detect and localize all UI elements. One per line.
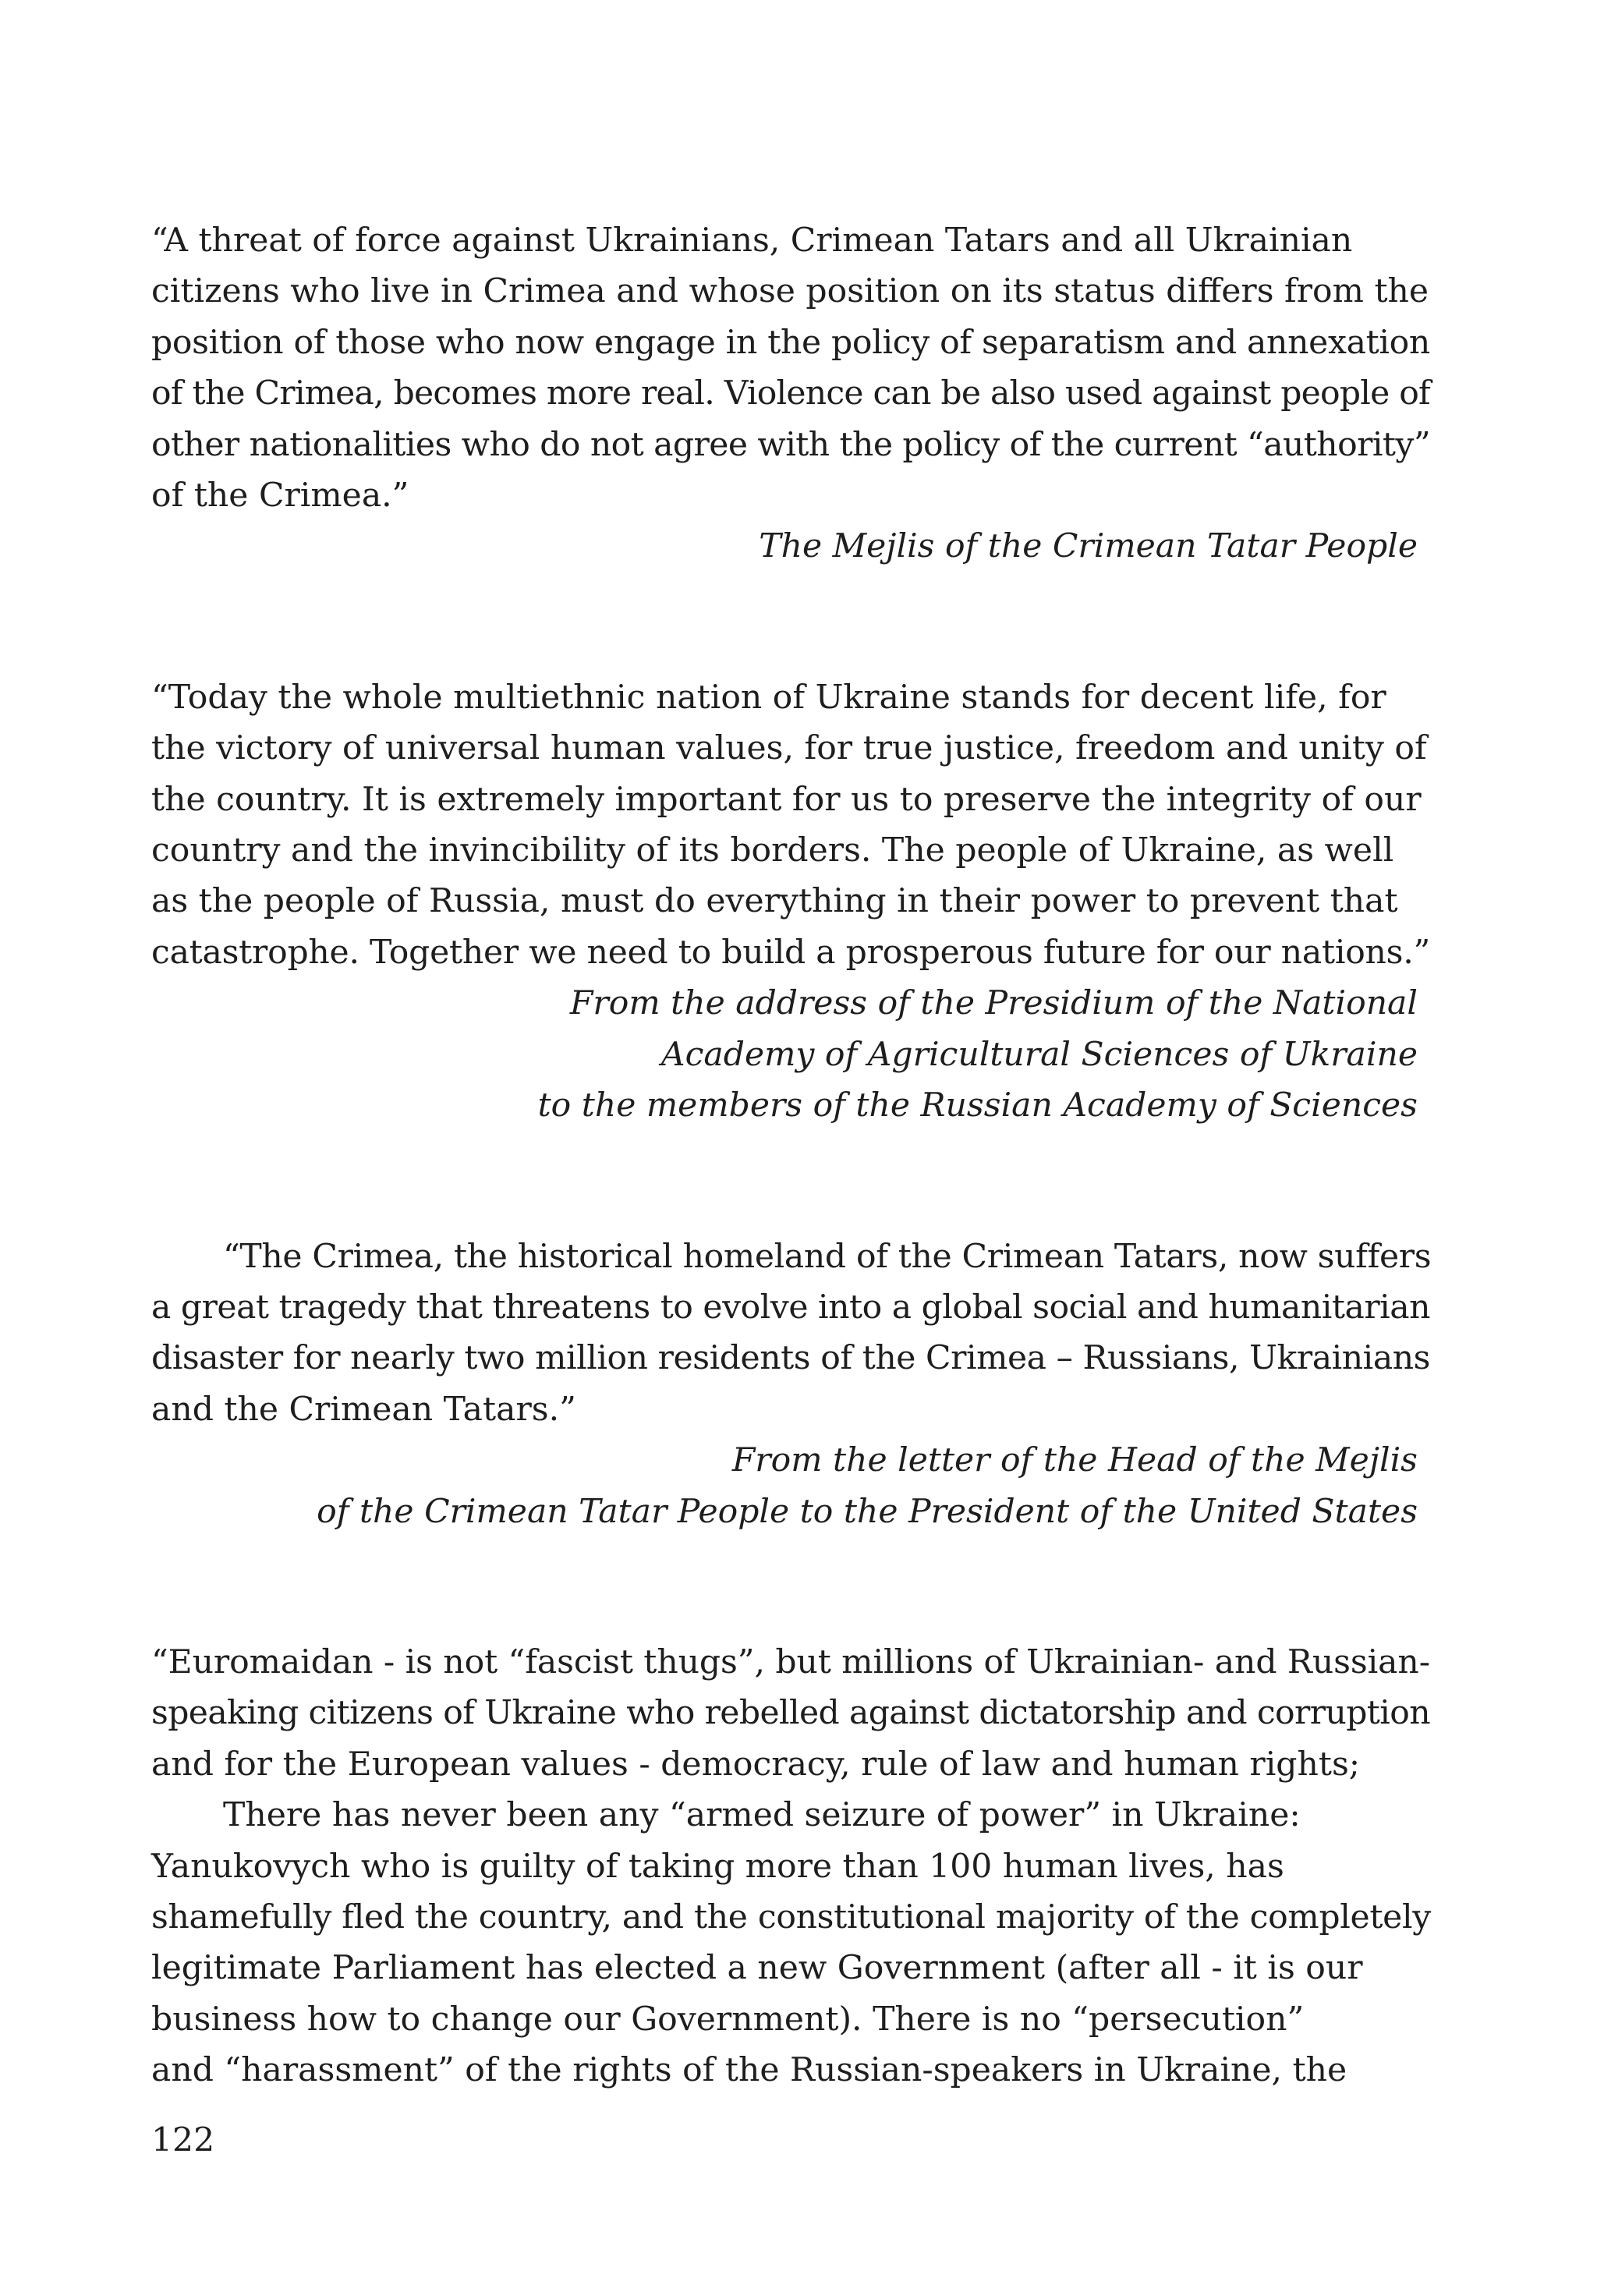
quote-presidium	[151, 672, 1431, 1132]
text-line: citizens who live in Crimea and whose position on its status differs from the	[151, 272, 1429, 311]
page-number: 122	[151, 2121, 215, 2160]
quote-attribution	[151, 978, 1418, 1131]
text-line: legitimate Parliament has elected a new Government (after all - it is our	[151, 1949, 1363, 1988]
page-content	[151, 215, 1432, 2096]
quote-attribution	[151, 1435, 1418, 1537]
text-line: There has never been any “armed seizure of power” in Ukraine:	[223, 1796, 1301, 1835]
text-line: of the Crimea.”	[151, 477, 409, 516]
text-line: shamefully fled the country, and the constitutional majority of the completely	[151, 1897, 1431, 1936]
text-line: “A threat of force against Ukrainians, Crimean Tatars and all Ukrainian	[151, 221, 1353, 260]
attribution-line: From the address of the Presidium of the National	[569, 984, 1418, 1023]
text-line: other nationalities who do not agree with the policy of the current “authority”	[151, 425, 1430, 464]
attribution-line: Academy of Agricultural Sciences of Ukraine	[660, 1035, 1418, 1074]
attribution-line: of the Crimean Tatar People to the President of the United States	[317, 1492, 1418, 1531]
quote-text	[151, 1231, 1432, 1436]
text-line: speaking citizens of Ukraine who rebelled against dictatorship and corruption	[151, 1694, 1430, 1733]
text-line: catastrophe. Together we need to build a prosperous future for our nations.”	[151, 933, 1431, 972]
text-line: country and the invincibility of its borders. The people of Ukraine, as well	[151, 831, 1394, 870]
text-line: of the Crimea, becomes more real. Violence can be also used against people of	[151, 374, 1430, 413]
attribution-line: The Mejlis of the Crimean Tatar People	[759, 527, 1418, 566]
text-line: and for the European values - democracy, rule of law and human rights;	[151, 1745, 1361, 1784]
quote-attribution	[151, 521, 1418, 572]
text-line: “Euromaidan - is not “fascist thugs”, but millions of Ukrainian- and Russian-	[151, 1642, 1430, 1681]
text-line: the country. It is extremely important for us to preserve the integrity of our	[151, 780, 1422, 819]
attribution-line: to the members of the Russian Academy of Sciences	[537, 1086, 1418, 1125]
text-line: business how to change our Government). There is no “persecution”	[151, 2000, 1305, 2039]
text-line: “The Crimea, the historical homeland of the Crimean Tatars, now suffers	[223, 1237, 1432, 1276]
text-line: the victory of universal human values, for true justice, freedom and unity of	[151, 729, 1427, 768]
text-line: and “harassment” of the rights of the Russian-speakers in Ukraine, the	[151, 2051, 1347, 2090]
quote-mejlis-head-letter	[151, 1231, 1432, 1537]
text-line: Yanukovych who is guilty of taking more than 100 human lives, has	[151, 1847, 1284, 1886]
text-line: as the people of Russia, must do everything in their power to prevent that	[151, 882, 1398, 921]
text-line: disaster for nearly two million residents of the Crimea – Russians, Ukrainians	[151, 1339, 1430, 1378]
text-line: position of those who now engage in the policy of separatism and annexation	[151, 323, 1430, 362]
quote-text	[151, 215, 1430, 521]
quote-text	[151, 672, 1431, 978]
text-line: a great tragedy that threatens to evolve into a global social and humanitarian	[151, 1288, 1431, 1327]
text-line: “Today the whole multiethnic nation of Ukraine stands for decent life, for	[151, 678, 1386, 717]
quote-euromaidan	[151, 1637, 1431, 2096]
quote-text	[151, 1637, 1431, 2096]
text-line: and the Crimean Tatars.”	[151, 1390, 576, 1429]
quote-mejlis	[151, 215, 1430, 572]
attribution-line: From the letter of the Head of the Mejlis	[731, 1441, 1418, 1480]
